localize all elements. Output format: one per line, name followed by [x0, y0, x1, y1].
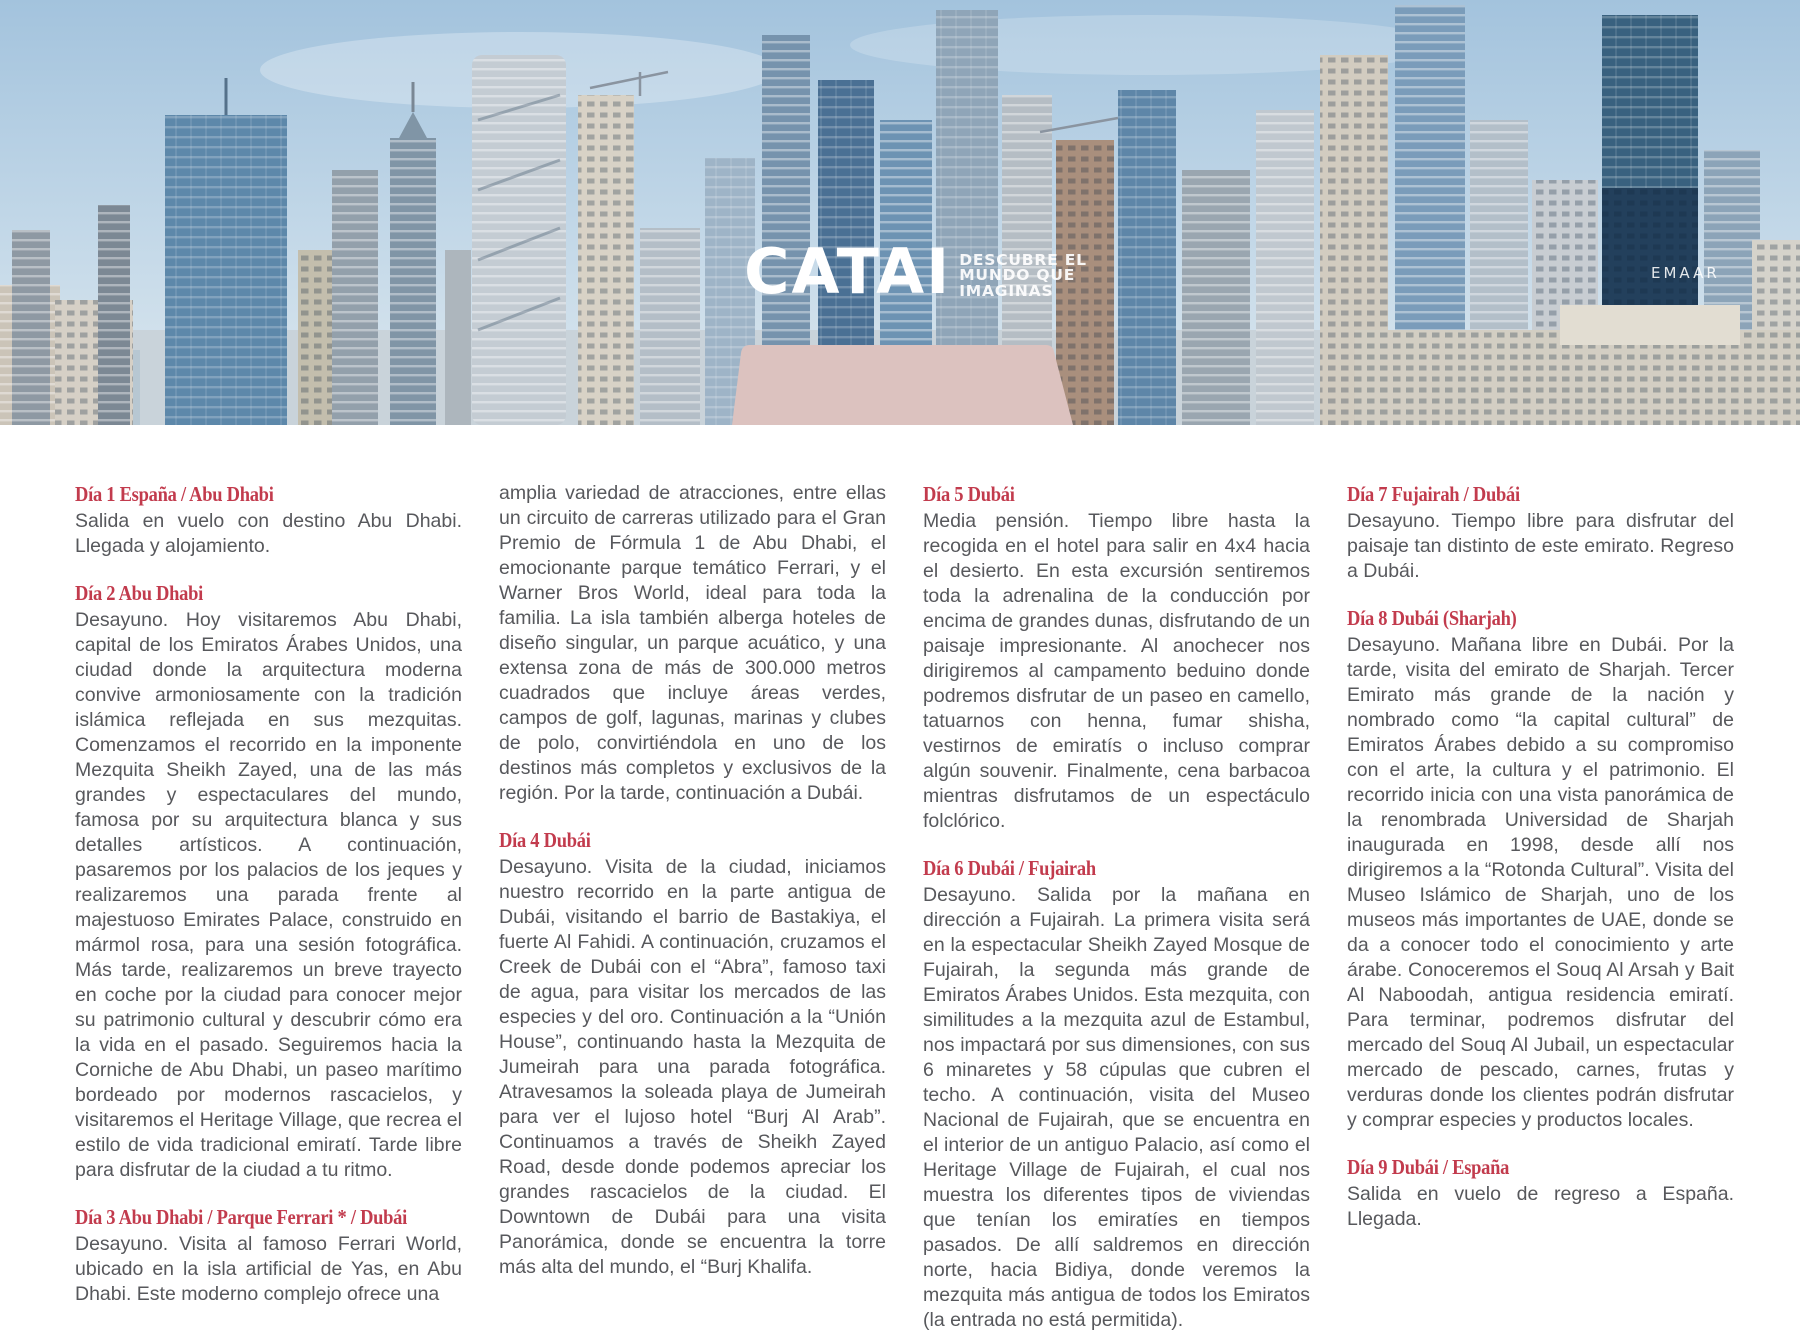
- itinerary-entry-day-5: [923, 481, 1310, 834]
- day-title: Día 8 Dubái (Sharjah): [1347, 606, 1517, 630]
- itinerary-entry-day-7: [1347, 481, 1734, 584]
- catai-logo: [744, 235, 1087, 308]
- day-body: Desayuno. Mañana libre en Dubái. Por la tarde, visita del emirato de Sharjah. Tercer Emirato más grande de la nación y nombrado como “la capital cultural” de Emiratos Árabes debido a su compromiso con el arte, la cultura y el patrimonio. El recorrido inicia con una vista panorámica de la renombrada Universidad de Sharjah inaugurada en 1998, desde allí nos dirigiremos a la “Rotonda Cultural”. Visita del Museo Islámico de Sharjah, uno de los museos más importantes de UAE, donde se da a conocer todo el conocimiento y arte árabe. Conoceremos el Souq Al Arsah y Bait Al Naboodah, antigua residencia emiratí. Para terminar, podremos disfrutar del mercado del Souq Al Jubail, un espectacular mercado de pescado, carnes, frutas y verduras donde los clientes podrán disfrutar y comprar especies y productos locales.: [1347, 634, 1734, 1131]
- day-body: Desayuno. Visita al famoso Ferrari World, ubicado en la isla artificial de Yas, en Abu Dhabi. Este moderno complejo ofrece una: [75, 1233, 462, 1305]
- itinerary-column-4: [1347, 481, 1734, 1333]
- day-title: Día 7 Fujairah / Dubái: [1347, 482, 1520, 506]
- itinerary-entry-day-4: [499, 827, 886, 1280]
- itinerary: [0, 425, 1800, 1333]
- day-body: Desayuno. Hoy visitaremos Abu Dhabi, capital de los Emiratos Árabes Unidos, una ciudad donde la arquitectura moderna convive armoniosamente con la tradición islámica reflejada en sus mezquitas. Comenzamos el recorrido en la imponente Mezquita Sheikh Zayed, una de las más grandes y espectaculares del mundo, famosa por su arquitectura blanca y sus detalles artísticos. A continuación, pasaremos por los palacios de los jeques y realizaremos una parada frente al majestuoso Emirates Palace, construido en mármol rosa, para una sesión fotográfica. Más tarde, realizaremos un breve trayecto en coche por la ciudad para conocer mejor su patrimonio cultural y descubrir cómo era la vida en el pasado. Seguiremos hacia la Corniche de Abu Dhabi, un paseo marítimo bordeado por modernos rascacielos, y visitaremos el Heritage Village, que recrea el estilo de vida tradicional emiratí. Tarde libre para disfrutar de la ciudad a tu ritmo.: [75, 609, 462, 1181]
- tagline-line-3: IMAGINAS: [959, 281, 1054, 300]
- tagline-line-2: MUNDO QUE: [959, 266, 1076, 284]
- day-body: Desayuno. Visita de la ciudad, iniciamos nuestro recorrido en la parte antigua de Dubái, visitando el barrio de Bastakiya, el fuerte Al Fahidi. A continuación, cruzamos el Creek de Dubái con el “Abra”, famoso taxi de agua, para visitar los mercados de las especies y del oro. Continuación a la “Unión House”, continuando hasta la Mezquita de Jumeirah para una parada fotográfica. Atravesamos la soleada playa de Jumeirah para ver el lujoso hotel “Burj Al Arab”. Continuamos a través de Sheikh Zayed Road, desde donde podemos apreciar los grandes rascacielos de la ciudad. El Downtown de Dubái para una visita Panorámica, donde se encuentra la torre más alta del mundo, el “Burj Khalifa.: [499, 856, 886, 1278]
- itinerary-column-3: [923, 481, 1310, 1333]
- itinerary-entry-day-3-continued: [499, 481, 886, 806]
- itinerary-entry-day-9: [1347, 1154, 1734, 1232]
- day-body: amplia variedad de atracciones, entre ellas un circuito de carreras utilizado para el Gran Premio de Fórmula 1 de Abu Dhabi, el emocionante parque temático Ferrari, y el Warner Bros World, ideal para toda la familia. La isla también alberga hoteles de diseño singular, un parque acuático, y una extensa zona de más de 300.000 metros cuadrados que incluye áreas verdes, campos de golf, lagunas, marinas y clubes de polo, convirtiéndola en uno de los destinos más completos y exclusivos de la región. Por la tarde, continuación a Dubái.: [499, 482, 886, 804]
- day-body: Media pensión. Tiempo libre hasta la recogida en el hotel para salir en 4x4 hacia el desierto. En esta excursión sentiremos toda la adrenalina de la conducción por encima de grandes dunas, disfrutando de un paisaje impresionante. Al anochecer nos dirigiremos al campamento beduino donde podremos disfrutar de un paseo en camello, tatuarnos con henna, fumar shisha, vestirnos de emiratís o incluso comprar algún souvenir. Finalmente, cena barbacoa mientras disfrutamos de un espectáculo folclórico.: [923, 510, 1310, 832]
- day-title: Día 4 Dubái: [499, 828, 591, 852]
- day-body: Salida en vuelo con destino Abu Dhabi. Llegada y alojamiento.: [75, 510, 462, 557]
- day-body: Desayuno. Salida por la mañana en dirección a Fujairah. La primera visita será en la espectacular Sheikh Zayed Mosque de Fujairah, la segunda más grande de Emiratos Árabes Unidos. Esta mezquita, con similitudes a la mezquita azul de Estambul, nos impactará por sus dimensiones, con sus 6 minaretes y 58 cúpulas que cubren el techo. A continuación, visita del Museo Nacional de Fujairah, que se encuentra en el interior de un antiguo Palacio, así como el Heritage Village de Fujairah, el cual nos muestra los diferentes tipos de viviendas que tenían los emiratíes en tiempos pasados. De allí saldremos en dirección norte, hacia Bidiya, donde veremos la mezquita más antigua de todos los Emiratos (la entrada no está permitida).: [923, 884, 1310, 1331]
- itinerary-entry-day-3: [75, 1204, 462, 1307]
- dubai-skyline-illustration: [0, 0, 1800, 425]
- day-title: Día 1 España / Abu Dhabi: [75, 482, 274, 506]
- day-title: Día 9 Dubái / España: [1347, 1155, 1510, 1179]
- emaar-building-sign: EMAAR: [1651, 264, 1720, 282]
- tagline-line-1: DESCUBRE EL: [959, 250, 1087, 269]
- day-title: Día 3 Abu Dhabi / Parque Ferrari * / Dubái: [75, 1205, 408, 1229]
- day-title: Día 5 Dubái: [923, 482, 1015, 506]
- itinerary-entry-day-6: [923, 855, 1310, 1333]
- itinerary-entry-day-8: [1347, 605, 1734, 1133]
- day-body: Salida en vuelo de regreso a España. Llegada.: [1347, 1183, 1734, 1230]
- day-title: Día 2 Abu Dhabi: [75, 581, 204, 605]
- itinerary-entry-day-1: [75, 481, 462, 559]
- itinerary-column-2: [499, 481, 886, 1333]
- hero-photo: [0, 0, 1800, 425]
- itinerary-column-1: [75, 481, 462, 1333]
- itinerary-entry-day-2: [75, 580, 462, 1183]
- catai-tagline: [959, 250, 1087, 302]
- day-title: Día 6 Dubái / Fujairah: [923, 856, 1096, 880]
- catai-wordmark: CATAI: [744, 235, 952, 308]
- day-body: Desayuno. Tiempo libre para disfrutar del paisaje tan distinto de este emirato. Regreso a Dubái.: [1347, 510, 1734, 582]
